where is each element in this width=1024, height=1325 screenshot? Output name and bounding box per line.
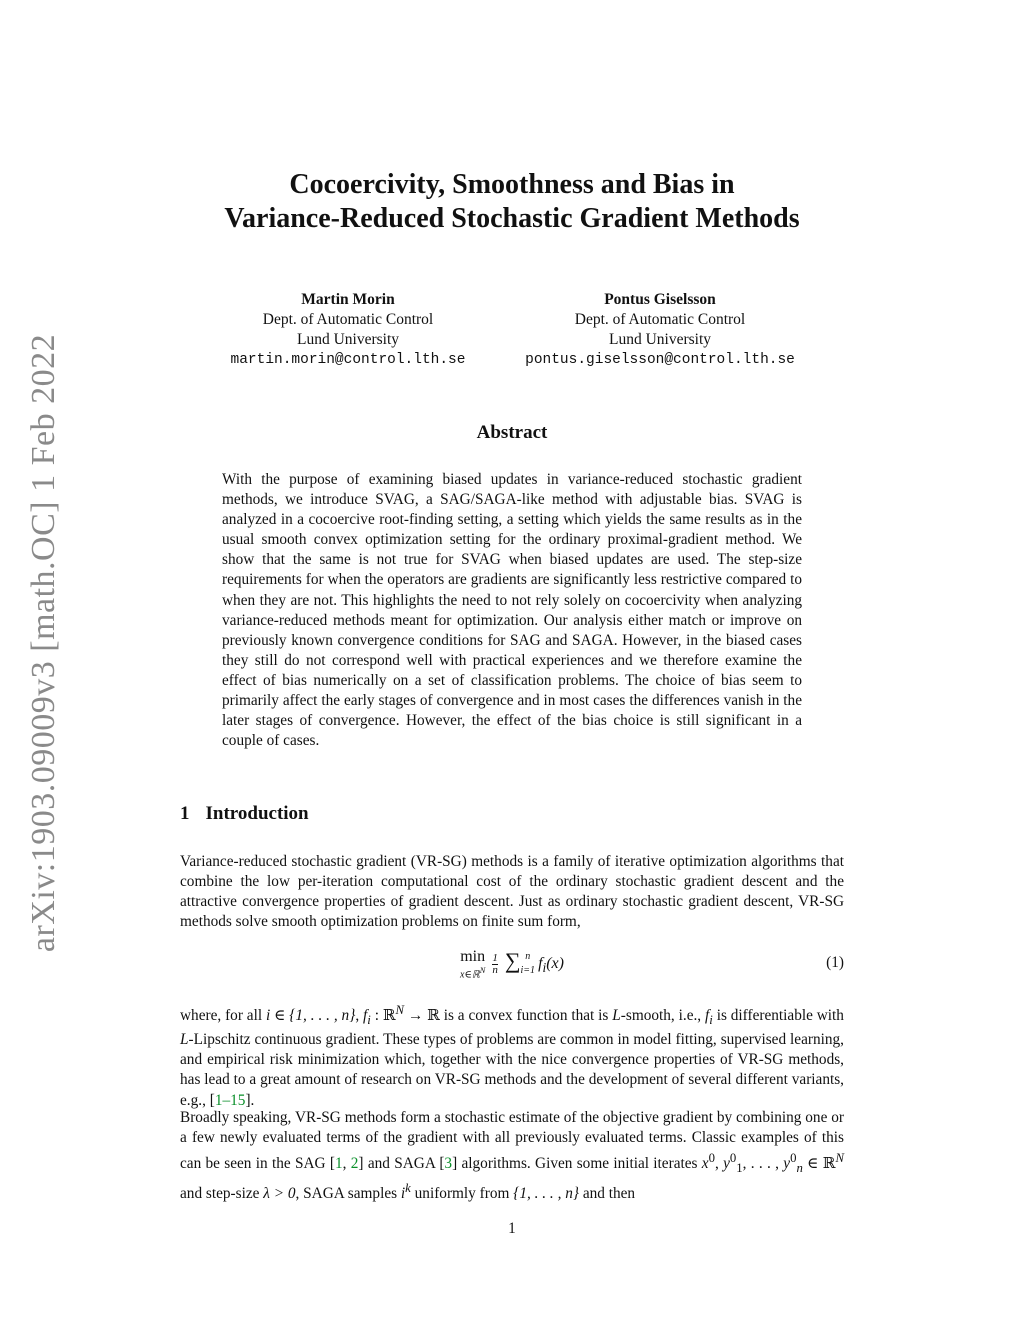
equation-fraction-denominator: n: [492, 963, 498, 976]
text-run: → ℝ is a convex function that is: [404, 1007, 613, 1025]
math-inline: i: [400, 1185, 406, 1203]
author-2-dept: Dept. of Automatic Control: [574, 311, 746, 328]
text-run: : ℝ: [370, 1007, 396, 1025]
text-run: , SAGA samples: [295, 1185, 401, 1203]
text-run: is differentiable with: [712, 1007, 844, 1025]
text-run: ,: [714, 1155, 724, 1173]
abstract-heading: Abstract: [476, 422, 548, 443]
author-1-dept: Dept. of Automatic Control: [262, 311, 434, 328]
abstract-body: With the purpose of examining biased updates in variance-reduced stochastic gradient methods, we introduce SVAG, a SAG/SAGA-like method with adjustable bias. SVAG is analyzed in a cocoercive root-finding setting, a setting which yields the same results as in the usual smooth convex optimization setting for the ordinary proximal-gradient method. We show that the same is not true for SVAG when biased updates are used. The step-size requirements for when the operators are gradients are significantly less restrictive compared to when they are not. This highlights the need to not rely solely on cocoercivity when analyzing variance-reduced methods meant for optimization. Our analysis either match or improve on previously known convergence conditions for SAG and SAGA. However, in the biased cases they still do not correspond well with practical experiences and we therefore examine the effect of bias numerically on a set of classification problems. The choice of bias seem to primarily affect the early stages of convergence and in most cases the differences vanish in the later stages of convergence. However, the effect of the bias choice is still significant in a couple of cases.: [222, 471, 802, 750]
math-inline: f: [705, 1007, 710, 1025]
section-heading-introduction: [180, 803, 309, 825]
author-2: [500, 290, 820, 370]
text-run: uniformly from: [410, 1185, 514, 1203]
intro-paragraph-3: [180, 1108, 844, 1205]
math-inline: f: [363, 1007, 368, 1025]
equation-min-operator: [460, 948, 485, 980]
title-line-1: Cocoercivity, Smoothness and Bias in: [289, 169, 735, 200]
text-run: Broadly speaking, VR-SG methods form a stochastic estimate of the objective gradient by combining one or a few newly evaluated terms of the gradient with all previously evaluated terms. Classic examples of this can be seen in the SAG [: [180, 1109, 844, 1173]
section-number: 1: [180, 803, 190, 824]
text-run: -smooth, i.e.,: [620, 1007, 706, 1025]
text-run: ∈ ℝ: [802, 1155, 836, 1173]
math-superscript: 0: [729, 1151, 737, 1166]
text-run: -Lipschitz continuous gradient. These types of problems are common in model fitting, supervised learning, and empirical risk minimization which, together with the nice convergence properties of VR-SG methods, has lead to a great amount of research on VR-SG methods and the development of several different variants, e.g., [: [180, 1031, 844, 1109]
equation-sum-upper: n: [525, 951, 531, 963]
text-run: ].: [245, 1091, 255, 1109]
math-subscript: i: [709, 1013, 713, 1028]
math-inline: L: [612, 1007, 621, 1025]
math-superscript: 0: [790, 1151, 797, 1166]
text-run: ,: [342, 1155, 351, 1173]
text-run: where, for all: [180, 1007, 266, 1025]
math-inline: y: [783, 1155, 791, 1173]
title-line-2: Variance-Reduced Stochastic Gradient Methods: [224, 203, 800, 234]
intro-paragraph-1: Variance-reduced stochastic gradient (VR-SG) methods is a family of iterative optimization algorithms that combine the low per-iteration computational cost of the ordinary stochastic gradient descent and the attractive convergence properties of gradient descent. Just as ordinary stochastic gradient descent, VR-SG methods solve smooth optimization problems on finite sum form,: [180, 853, 844, 931]
text-run: and step-size: [180, 1185, 264, 1203]
equation-min-subscript: x∈ℝ: [460, 969, 480, 981]
math-superscript: 0: [708, 1151, 715, 1166]
math-inline: λ > 0: [263, 1185, 296, 1203]
text-run: ] algorithms. Given some initial iterates: [452, 1155, 702, 1173]
equation-body: [180, 948, 844, 980]
paper-title: [150, 168, 874, 236]
citation-link[interactable]: 3: [444, 1155, 453, 1173]
author-2-email: pontus.giselsson@control.lth.se: [525, 352, 795, 368]
equation-sum-limits: [521, 950, 536, 978]
equation-fraction-numerator: 1: [492, 951, 498, 964]
citation-link[interactable]: 2: [350, 1155, 359, 1173]
math-superscript: k: [405, 1181, 411, 1196]
math-inline: x: [701, 1155, 709, 1173]
math-subscript: i: [367, 1013, 371, 1028]
equation-function: f: [538, 955, 543, 972]
citation-link[interactable]: 1: [334, 1155, 343, 1173]
citation-link[interactable]: 1–15: [214, 1091, 246, 1109]
author-2-name: Pontus Giselsson: [604, 291, 716, 308]
math-subscript: 1: [736, 1161, 743, 1176]
equation-number: (1): [826, 954, 844, 971]
equation-min-subscript-sup: N: [479, 966, 486, 975]
text-run: and then: [579, 1185, 636, 1203]
intro-paragraph-2: [180, 1000, 844, 1111]
math-superscript: N: [835, 1151, 845, 1166]
author-1: [188, 290, 508, 370]
text-run: ,: [355, 1007, 364, 1025]
math-superscript: N: [395, 1003, 405, 1017]
math-inline: L: [180, 1031, 189, 1049]
author-2-university: Lund University: [608, 331, 712, 348]
equation-min-label: min: [460, 948, 486, 965]
equation-function-sub: i: [542, 960, 547, 976]
page-number: 1: [508, 1220, 516, 1237]
equation-sum-lower: i=1: [520, 965, 536, 977]
equation-1: [180, 944, 844, 984]
text-run: ] and SAGA [: [358, 1155, 445, 1173]
equation-fraction: [492, 953, 498, 976]
author-1-name: Martin Morin: [301, 291, 395, 308]
equation-sum-symbol: ∑: [504, 948, 521, 973]
section-title: Introduction: [205, 803, 309, 824]
arxiv-identifier-text: arXiv:1903.09009v3 [math.OC] 1 Feb 2022: [25, 333, 62, 953]
author-1-email: martin.morin@control.lth.se: [230, 352, 466, 368]
math-inline: i ∈ {1, . . . , n}: [265, 1007, 356, 1025]
author-1-university: Lund University: [296, 331, 400, 348]
math-inline: y: [723, 1155, 730, 1173]
math-subscript: n: [796, 1161, 803, 1176]
text-run: , . . . ,: [742, 1155, 784, 1173]
equation-function-arg: (x): [546, 955, 564, 972]
math-inline: {1, . . . , n}: [513, 1185, 579, 1203]
